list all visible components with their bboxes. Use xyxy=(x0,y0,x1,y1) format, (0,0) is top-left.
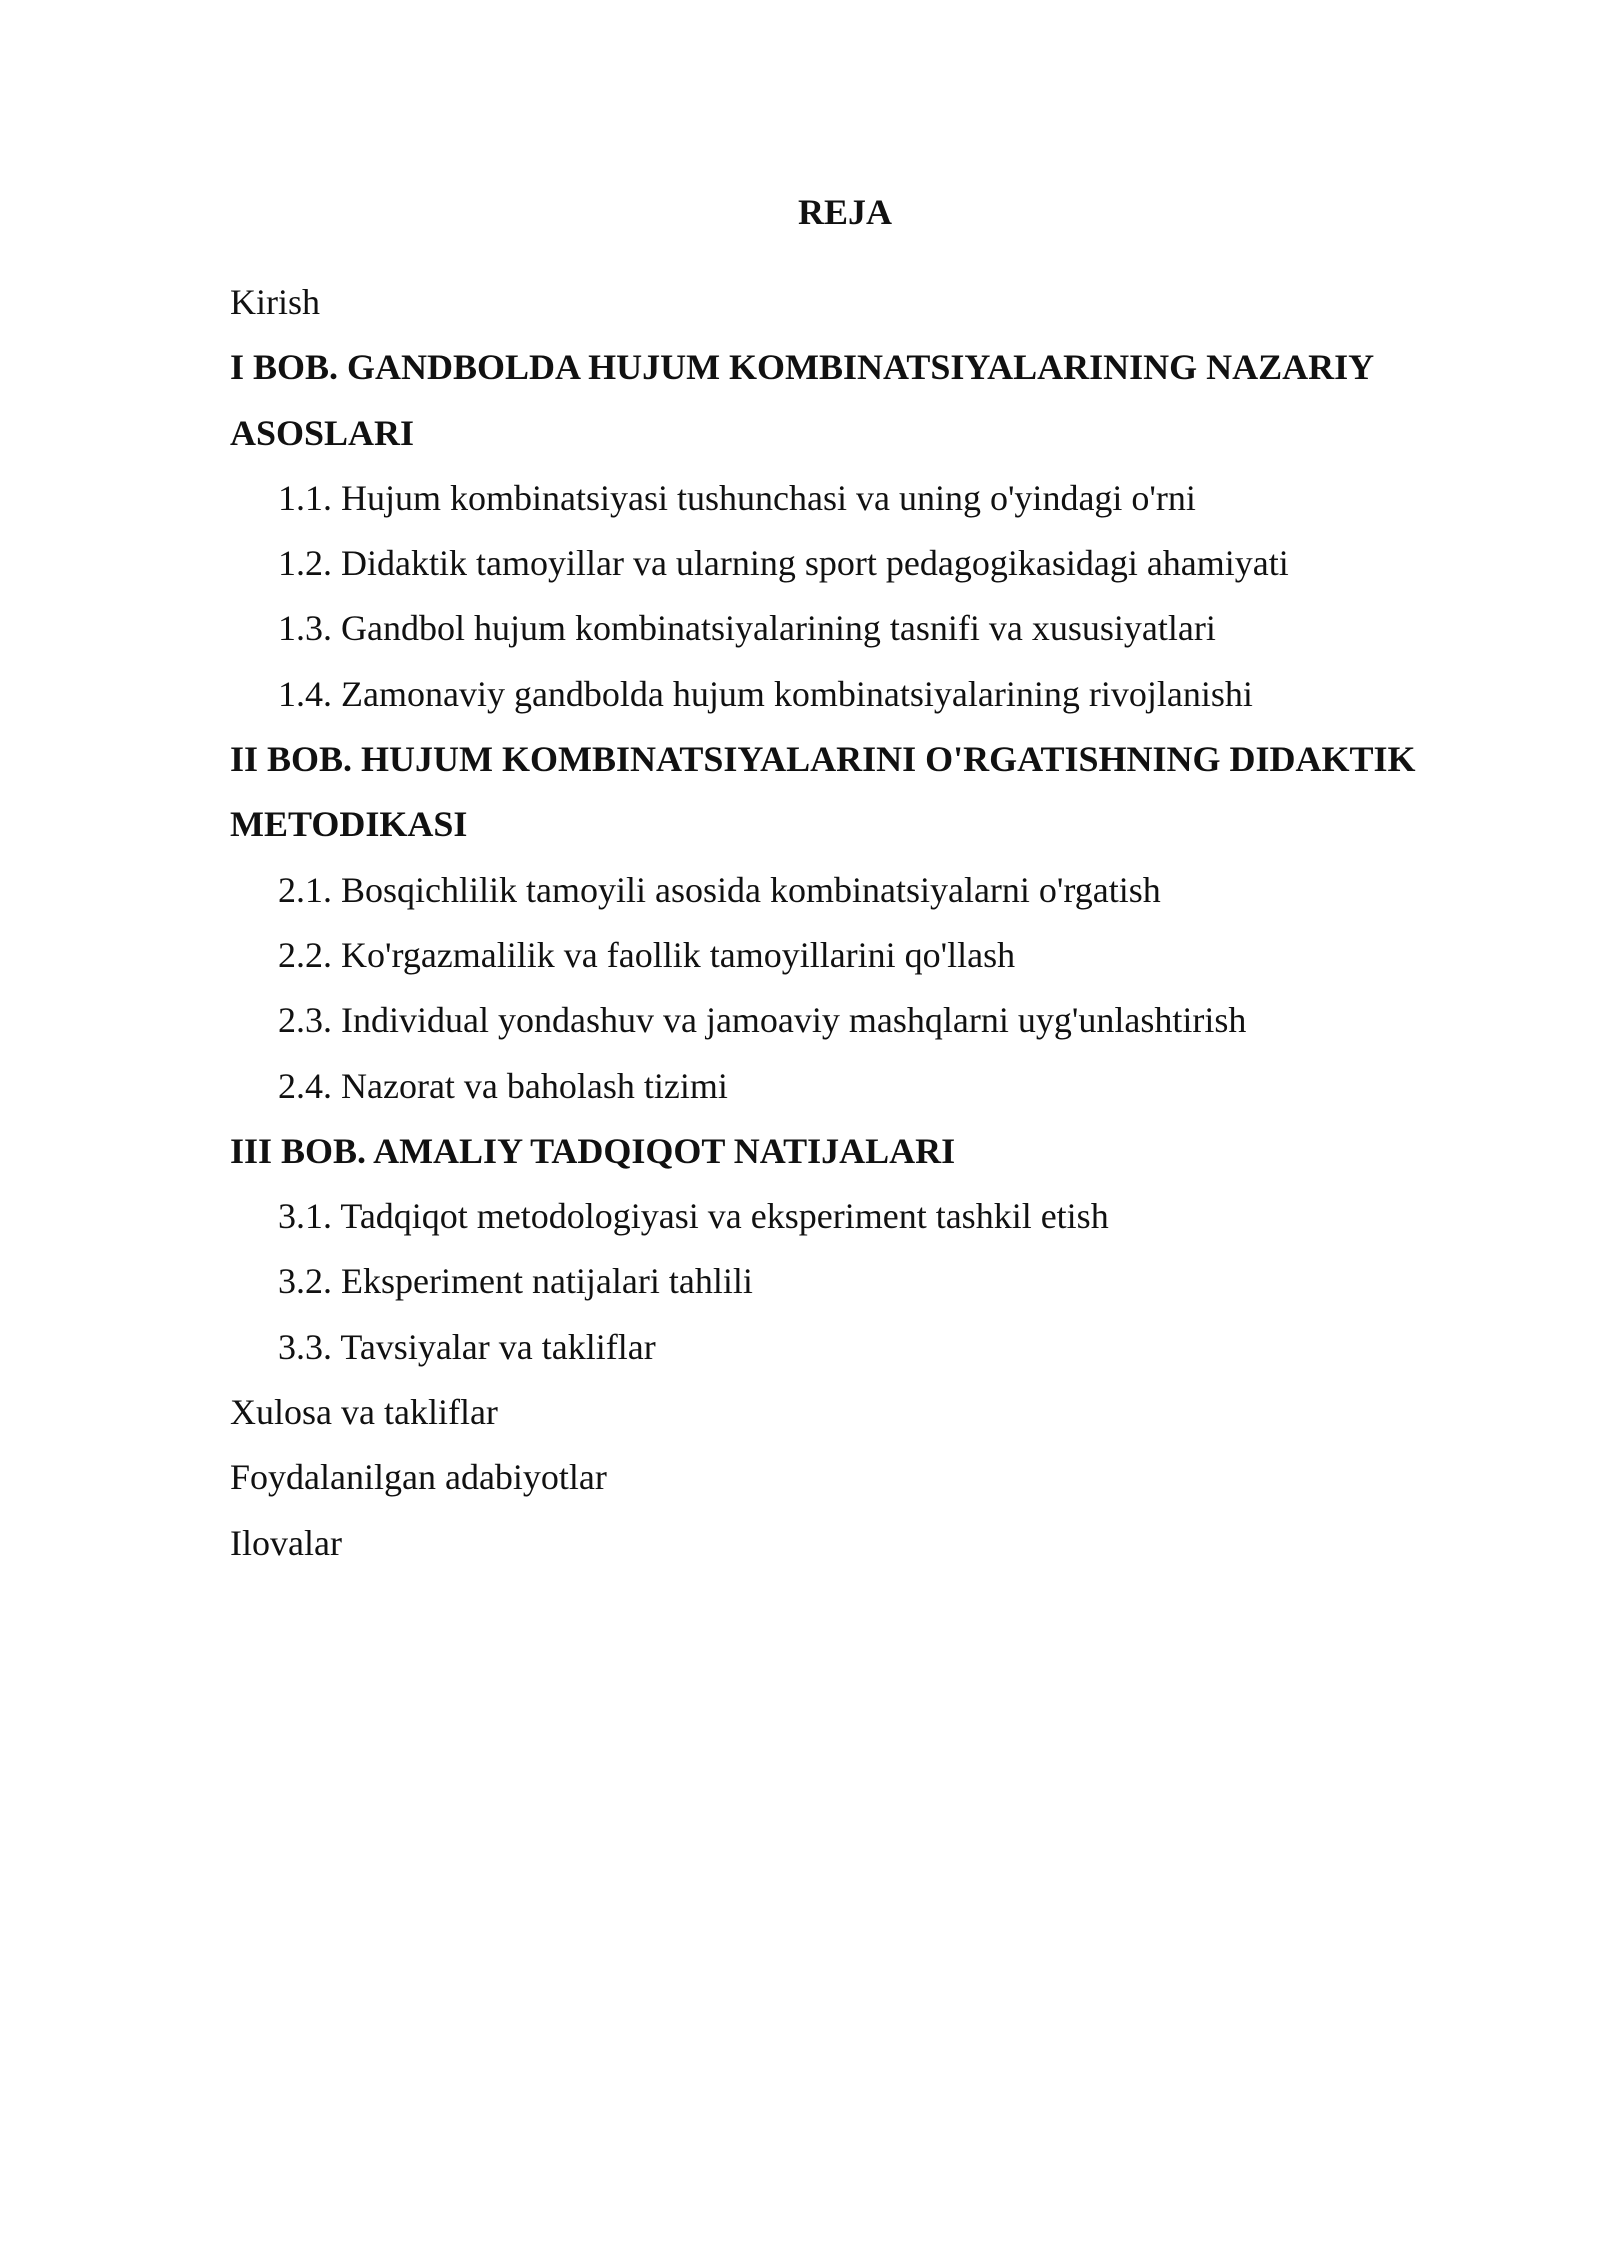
toc-section-1-1: 1.1. Hujum kombinatsiyasi tushunchasi va uning o'yindagi o'rni xyxy=(278,477,1196,518)
toc-item-kirish: Kirish xyxy=(230,282,320,322)
toc-chapter-1-heading: I BOB. GANDBOLDA HUJUM KOMBINATSIYALARINING NAZARIY xyxy=(230,347,1375,388)
toc-section-1-2: 1.2. Didaktik tamoyillar va ularning sport pedagogikasidagi ahamiyati xyxy=(278,543,1289,584)
toc-section-2-1: 2.1. Bosqichlilik tamoyili asosida kombinatsiyalarni o'rgatish xyxy=(278,869,1161,910)
toc-section-1-4: 1.4. Zamonaviy gandbolda hujum kombinatsiyalarining rivojlanishi xyxy=(278,673,1253,714)
toc-item-adabiyotlar: Foydalanilgan adabiyotlar xyxy=(230,1457,607,1498)
toc-item-ilovalar: Ilovalar xyxy=(230,1522,342,1563)
toc-section-3-2: 3.2. Eksperiment natijalari tahlili xyxy=(278,1261,753,1302)
toc-chapter-2-heading-continued: METODIKASI xyxy=(230,804,468,845)
toc-section-1-3: 1.3. Gandbol hujum kombinatsiyalarining tasnifi va xususiyatlari xyxy=(278,608,1216,649)
page-title: REJA xyxy=(797,192,892,232)
toc-chapter-1-heading-continued: ASOSLARI xyxy=(230,412,415,453)
toc-section-2-2: 2.2. Ko'rgazmalilik va faollik tamoyillarini qo'llash xyxy=(278,934,1016,975)
toc-item-xulosa: Xulosa va takliflar xyxy=(230,1392,498,1433)
toc-chapter-3-heading: III BOB. AMALIY TADQIQOT NATIJALARI xyxy=(230,1130,956,1171)
toc-section-3-3: 3.3. Tavsiyalar va takliflar xyxy=(278,1326,656,1367)
toc-section-3-1: 3.1. Tadqiqot metodologiyasi va eksperiment tashkil etish xyxy=(278,1196,1109,1237)
toc-chapter-2-heading: II BOB. HUJUM KOMBINATSIYALARINI O'RGATISHNING DIDAKTIK xyxy=(230,739,1416,780)
toc-section-2-4: 2.4. Nazorat va baholash tizimi xyxy=(278,1065,728,1106)
toc-section-2-3: 2.3. Individual yondashuv va jamoaviy mashqlarni uyg'unlashtirish xyxy=(278,1000,1247,1041)
table-of-contents xyxy=(230,270,1500,1576)
